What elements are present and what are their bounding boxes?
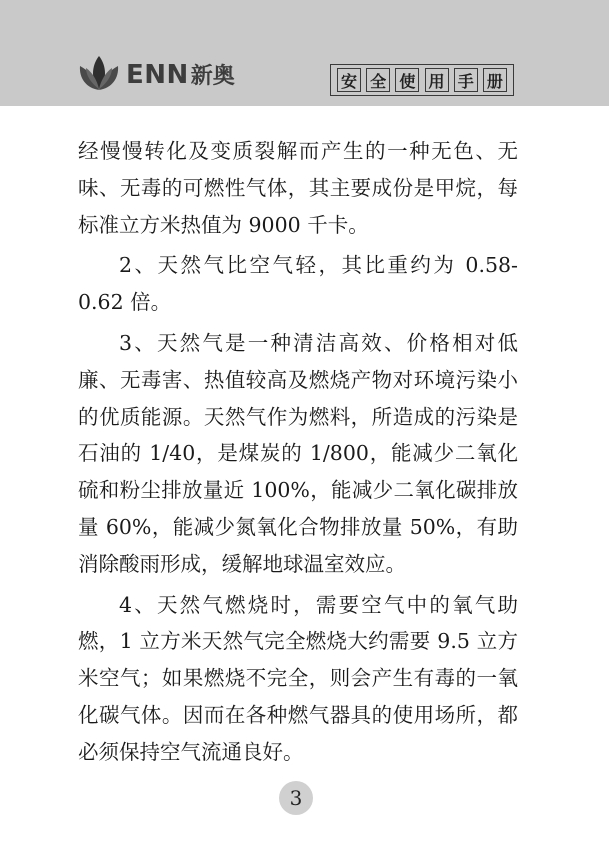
manual-title-char: 安 bbox=[337, 68, 361, 92]
enn-logo bbox=[74, 51, 235, 97]
brand-en: ENN bbox=[126, 59, 189, 90]
page-body bbox=[78, 133, 518, 771]
paragraph-item-2: 2、天然气比空气轻，其比重约为 0.58-0.62 倍。 bbox=[78, 253, 518, 315]
page-header bbox=[0, 0, 609, 106]
brand-cn: 新奥 bbox=[190, 63, 235, 89]
manual-title-char: 使 bbox=[395, 68, 419, 92]
manual-title-char: 册 bbox=[483, 68, 507, 92]
brand-name bbox=[126, 59, 235, 90]
paragraph-continued: 经慢慢转化及变质裂解而产生的一种无色、无味、无毒的可燃性气体，其主要成份是甲烷，每标准立方米热值为 9000 千卡。 bbox=[78, 139, 518, 237]
manual-title-char: 全 bbox=[366, 68, 390, 92]
paragraph-item-4: 4、天然气燃烧时，需要空气中的氧气助燃，1 立方米天然气完全燃烧大约需要 9.5 立方米空气；如果燃烧不完全，则会产生有毒的一氧化碳气体。因而在各种燃气器具的使用场所，都必须保持空气流通良好。 bbox=[78, 592, 518, 764]
paragraph-item-3: 3、天然气是一种清洁高效、价格相对低廉、无毒害、热值较高及燃烧产物对环境污染小的优质能源。天然气作为燃料，所造成的污染是石油的 1/40，是煤炭的 1/800，能减少二氧化硫和粉尘排放量近 100%，能减少二氧化碳排放量 60%，能减少氮氧化合物排放量 50%，有助消除酸雨形成，缓解地球温室效应。 bbox=[78, 330, 518, 576]
manual-title-char: 手 bbox=[454, 68, 478, 92]
page-number: 3 bbox=[279, 781, 313, 815]
lotus-icon bbox=[74, 54, 124, 94]
manual-title-char: 用 bbox=[425, 68, 449, 92]
manual-title-box bbox=[330, 64, 514, 96]
